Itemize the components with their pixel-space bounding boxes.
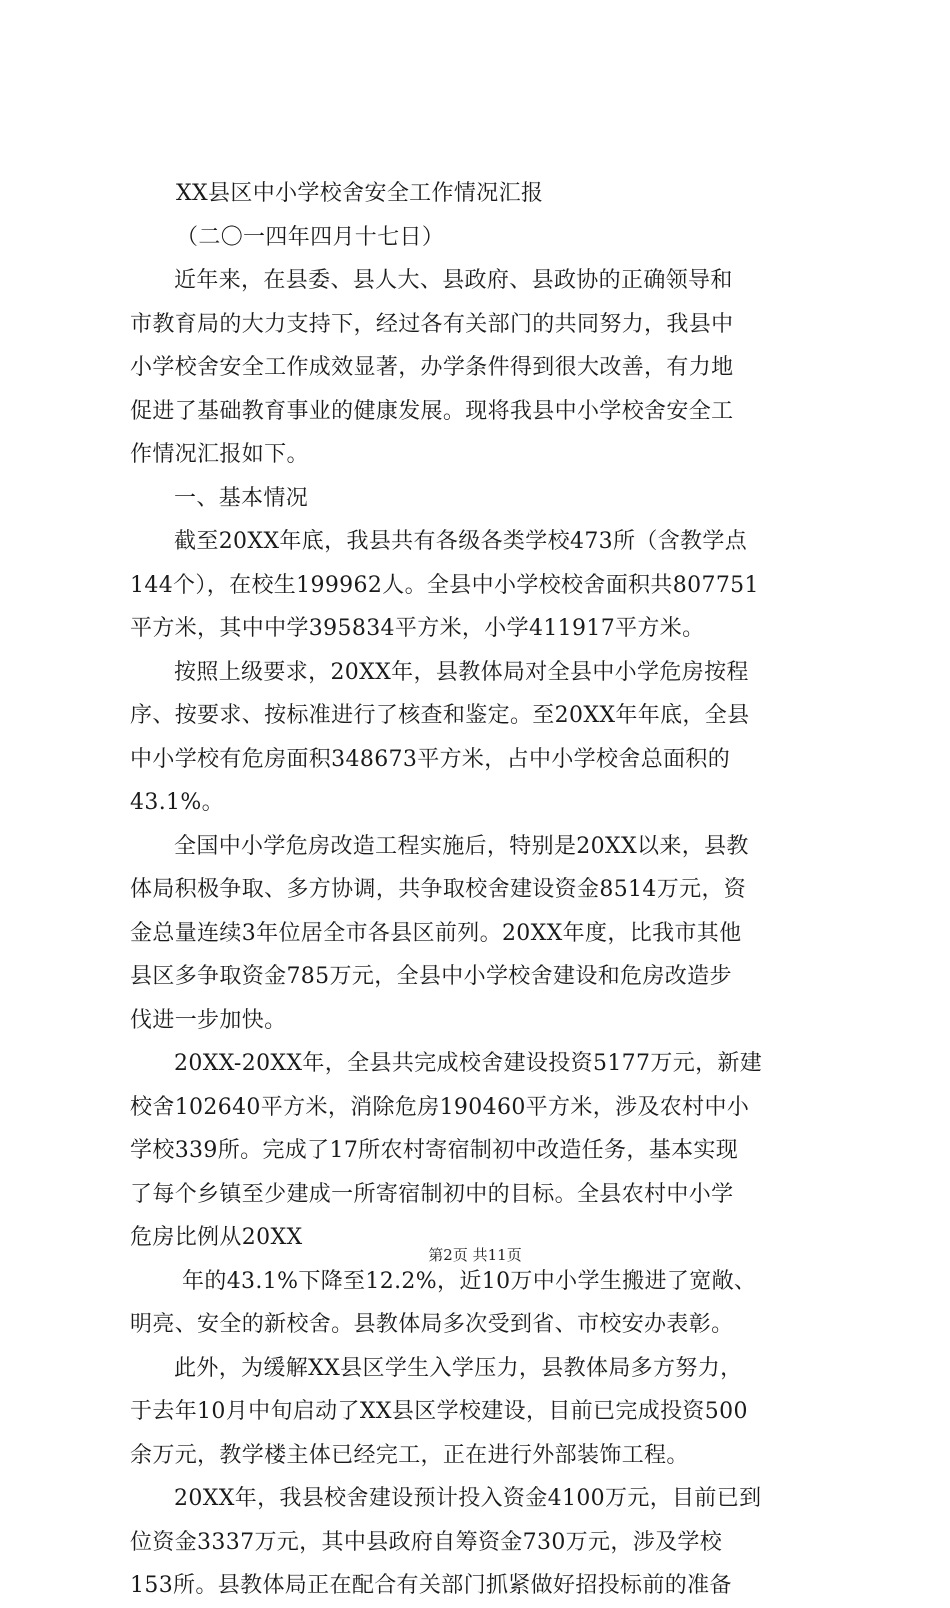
paragraph-line: 促进了基础教育事业的健康发展。现将我县中小学校舍安全工 bbox=[130, 398, 734, 424]
paragraph-line: 于去年10月中旬启动了XX县区学校建设，目前已完成投资500 bbox=[130, 1399, 748, 1424]
paragraph-line: 20XX年，我县校舍建设预计投入资金4100万元，目前已到 bbox=[174, 1486, 762, 1511]
paragraph-line: 年的43.1%下降至12.2%，近10万中小学生搬进了宽敞、 bbox=[182, 1268, 757, 1294]
paragraph-line: 县区多争取资金785万元，全县中小学校舍建设和危房改造步 bbox=[130, 964, 732, 989]
paragraph-line: 位资金3337万元，其中县政府自筹资金730万元，涉及学校 bbox=[130, 1529, 723, 1555]
paragraph-line: 明亮、安全的新校舍。县教体局多次受到省、市校安办表彰。 bbox=[130, 1312, 734, 1337]
paragraph-line: 全国中小学危房改造工程实施后，特别是20XX以来，县教 bbox=[174, 833, 749, 859]
paragraph-line: 体局积极争取、多方协调，共争取校舍建设资金8514万元，资 bbox=[130, 877, 747, 902]
paragraph-line: 153所。县教体局正在配合有关部门抓紧做好招投标前的准备 bbox=[130, 1573, 732, 1598]
paragraph-line: 金总量连续3年位居全市各县区前列。20XX年度，比我市其他 bbox=[130, 920, 742, 946]
paragraph-line: 校舍102640平方米，消除危房190460平方米，涉及农村中小 bbox=[130, 1094, 750, 1120]
paragraph-line: 截至20XX年底，我县共有各级各类学校473所（含教学点 bbox=[174, 529, 748, 554]
paragraph-line: 144个），在校生199962人。全县中小学校校舍面积共807751 bbox=[130, 572, 759, 598]
paragraph-line: 中小学校有危房面积348673平方米，占中小学校舍总面积的 bbox=[130, 746, 731, 772]
section-heading: 一、基本情况 bbox=[174, 485, 309, 511]
paragraph-line: 按照上级要求，20XX年，县教体局对全县中小学危房按程 bbox=[174, 659, 749, 685]
paragraph-line: 小学校舍安全工作成效显著，办学条件得到很大改善，有力地 bbox=[130, 355, 734, 380]
paragraph-line: 近年来，在县委、县人大、县政府、县政协的正确领导和 bbox=[174, 268, 733, 293]
paragraph-line: 平方米，其中中学395834平方米，小学411917平方米。 bbox=[130, 616, 705, 641]
paragraph-line: 伐进一步加快。 bbox=[130, 1007, 287, 1033]
paragraph-line: 余万元，教学楼主体已经完工，正在进行外部装饰工程。 bbox=[130, 1442, 689, 1468]
paragraph-line: 序、按要求、按标准进行了核查和鉴定。至20XX年年底，全县 bbox=[130, 703, 750, 728]
paragraph-line: 市教育局的大力支持下，经过各有关部门的共同努力，我县中 bbox=[130, 311, 734, 337]
paragraph-line: 作情况汇报如下。 bbox=[130, 442, 309, 467]
document-title: XX县区中小学校舍安全工作情况汇报 bbox=[176, 181, 544, 206]
document-body bbox=[130, 172, 830, 1608]
paragraph-line: 学校339所。完成了17所农村寄宿制初中改造任务，基本实现 bbox=[130, 1138, 739, 1163]
paragraph-line: 20XX-20XX年，全县共完成校舍建设投资5177万元，新建 bbox=[174, 1051, 763, 1076]
paragraph-line: 了每个乡镇至少建成一所寄宿制初中的目标。全县农村中小学 bbox=[130, 1181, 734, 1207]
paragraph-line: 危房比例从20XX bbox=[130, 1225, 303, 1250]
paragraph-line: 此外，为缓解XX县区学生入学压力，县教体局多方努力， bbox=[174, 1355, 743, 1381]
paragraph-line: 43.1%。 bbox=[130, 790, 224, 815]
document-date: （二〇一四年四月十七日） bbox=[176, 224, 445, 250]
page-number: 第2页 共11页 bbox=[428, 1246, 522, 1264]
